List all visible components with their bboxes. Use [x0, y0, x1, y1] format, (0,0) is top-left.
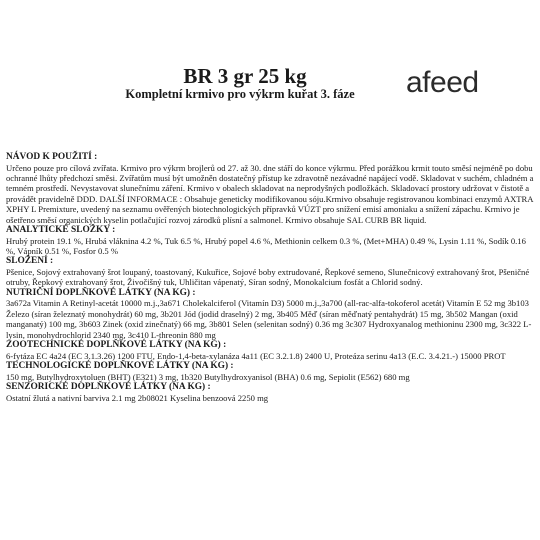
product-title: BR 3 gr 25 kg	[183, 64, 307, 88]
section-text-nutritional: 3a672a Vitamin A Retinyl-acetát 10000 m.j.,3a671 Cholekalciferol (Vitamín D3) 5000 m.j.,3a700 (all-rac-alfa-tokoferol acetát) Vitamín E 52 mg 3b103 Železo (síran železnatý monohydrát) 60 mg, 3b201 Jód (jodid draselný) 2 mg, 3b405 Měď (síran měďnatý pentahydrát) 15 mg, 3b502 Mangan (oxid manganatý) 100 mg, 3b603 Zinek (oxid zinečnatý) 66 mg, 3b801 Selen (selenitan sodný) 0.36 mg 3c307 Hydroxyanalog methioninu 2300 mg, 3c322 L-lysin, monohydrochlorid 2340 mg, 3c410 L-threonin 880 mg	[6, 298, 532, 340]
section-heading-composition: SLOŽENÍ :	[6, 256, 54, 267]
section-text-instructions: Určeno pouze pro cílová zvířata. Krmivo pro výkrm brojlerů od 27. až 30. dne stáří do konce výkrmu. Před porážkou krmit touto směsí nejméně po dobu ochranné lhůty předchozí směsi. Zvířatům musí být umožněn dostatečný přístup ke zdravotně nezávadné napájecí vodě. Skladovat v suchém, chladném a temném prostředí. Nevystavovat slunečnímu záření. Krmivo v obalech skladovat na neprodyšných podložkách. Skladovací prostory udržovat v čistotě a provádět pravidelně DDD. DALŠÍ INFORMACE : Obsahuje geneticky modifikovanou sóju.Krmivo obsahuje registrovanou kombinaci enzymů AXTRA XPHY L Premixture, uvedený na seznamu ověřených biotechnologických přípravků VÚZT pro snížení emisí amoniaku a snížení zápachu. Krmivo je ošetřeno směsí organických kyselin potlačující rozvoj zárodků plísní a salmonel. Krmivo obsahuje SAL CURB BR liquid.	[6, 162, 534, 225]
section-heading-zootechnical: ZOOTECHNICKÉ DOPLŇKOVÉ LÁTKY (NA KG) :	[6, 340, 227, 351]
section-text-technological: 150 mg, Butylhydroxytoluen (BHT) (E321) 3 mg, 1b320 Butylhydroxyanisol (BHA) 0.6 mg, Sepiolit (E562) 680 mg	[6, 371, 410, 382]
section-text-analytical: Hrubý protein 19.1 %, Hrubá vláknina 4.2 %, Tuk 6.5 %, Hrubý popel 4.6 %, Methionin celkem 0.3 %, (Met+MHA) 0.49 %, Lysin 1.11 %, Sodík 0.16 %, Vápník 0.51 %, Fosfor 0.5 %	[6, 235, 526, 257]
section-heading-sensory: SENZORICKÉ DOPLŇKOVÉ LÁTKY (NA KG) :	[6, 382, 211, 393]
section-heading-instructions: NÁVOD K POUŽITÍ :	[6, 152, 98, 162]
brand-logo: afeed	[406, 66, 479, 99]
section-text-composition: Pšenice, Sojový extrahovaný šrot loupaný, toastovaný, Kukuřice, Sojové boby extrudované, Řepkové semeno, Slunečnicový extrahovaný šrot, Pšeničné otruby, Řepkový extrahovaný šrot, Živočišný tuk, Uhličitan vápenatý, Síran sodný, Monokalcium fosfát a Chlorid sodný.	[6, 267, 530, 288]
product-subtitle: Kompletní krmivo pro výkrm kuřat 3. fáze	[125, 87, 355, 101]
label-content	[6, 152, 536, 403]
section-heading-analytical: ANALYTICKÉ SLOŽKY :	[6, 225, 116, 236]
section-heading-nutritional: NUTRIČNÍ DOPLŇKOVÉ LÁTKY (NA KG) :	[6, 287, 196, 298]
section-text-zootechnical: 6-fytáza EC 4a24 (EC 3.1.3.26) 1200 FTU, Endo-1,4-beta-xylanáza 4a11 (EC 3.2.1.8) 2400 U, Proteáza serinu 4a13 (E.C. 3.4.21.-) 15000 PROT	[6, 350, 506, 361]
section-text-sensory: Ostatní žlutá a nativní barviva 2.1 mg 2b08021 Kyselina benzoová 2250 mg	[6, 392, 269, 403]
section-heading-technological: TECHNOLOGICKÉ DOPLŇKOVÉ LÁTKY (NA KG) :	[6, 361, 234, 372]
